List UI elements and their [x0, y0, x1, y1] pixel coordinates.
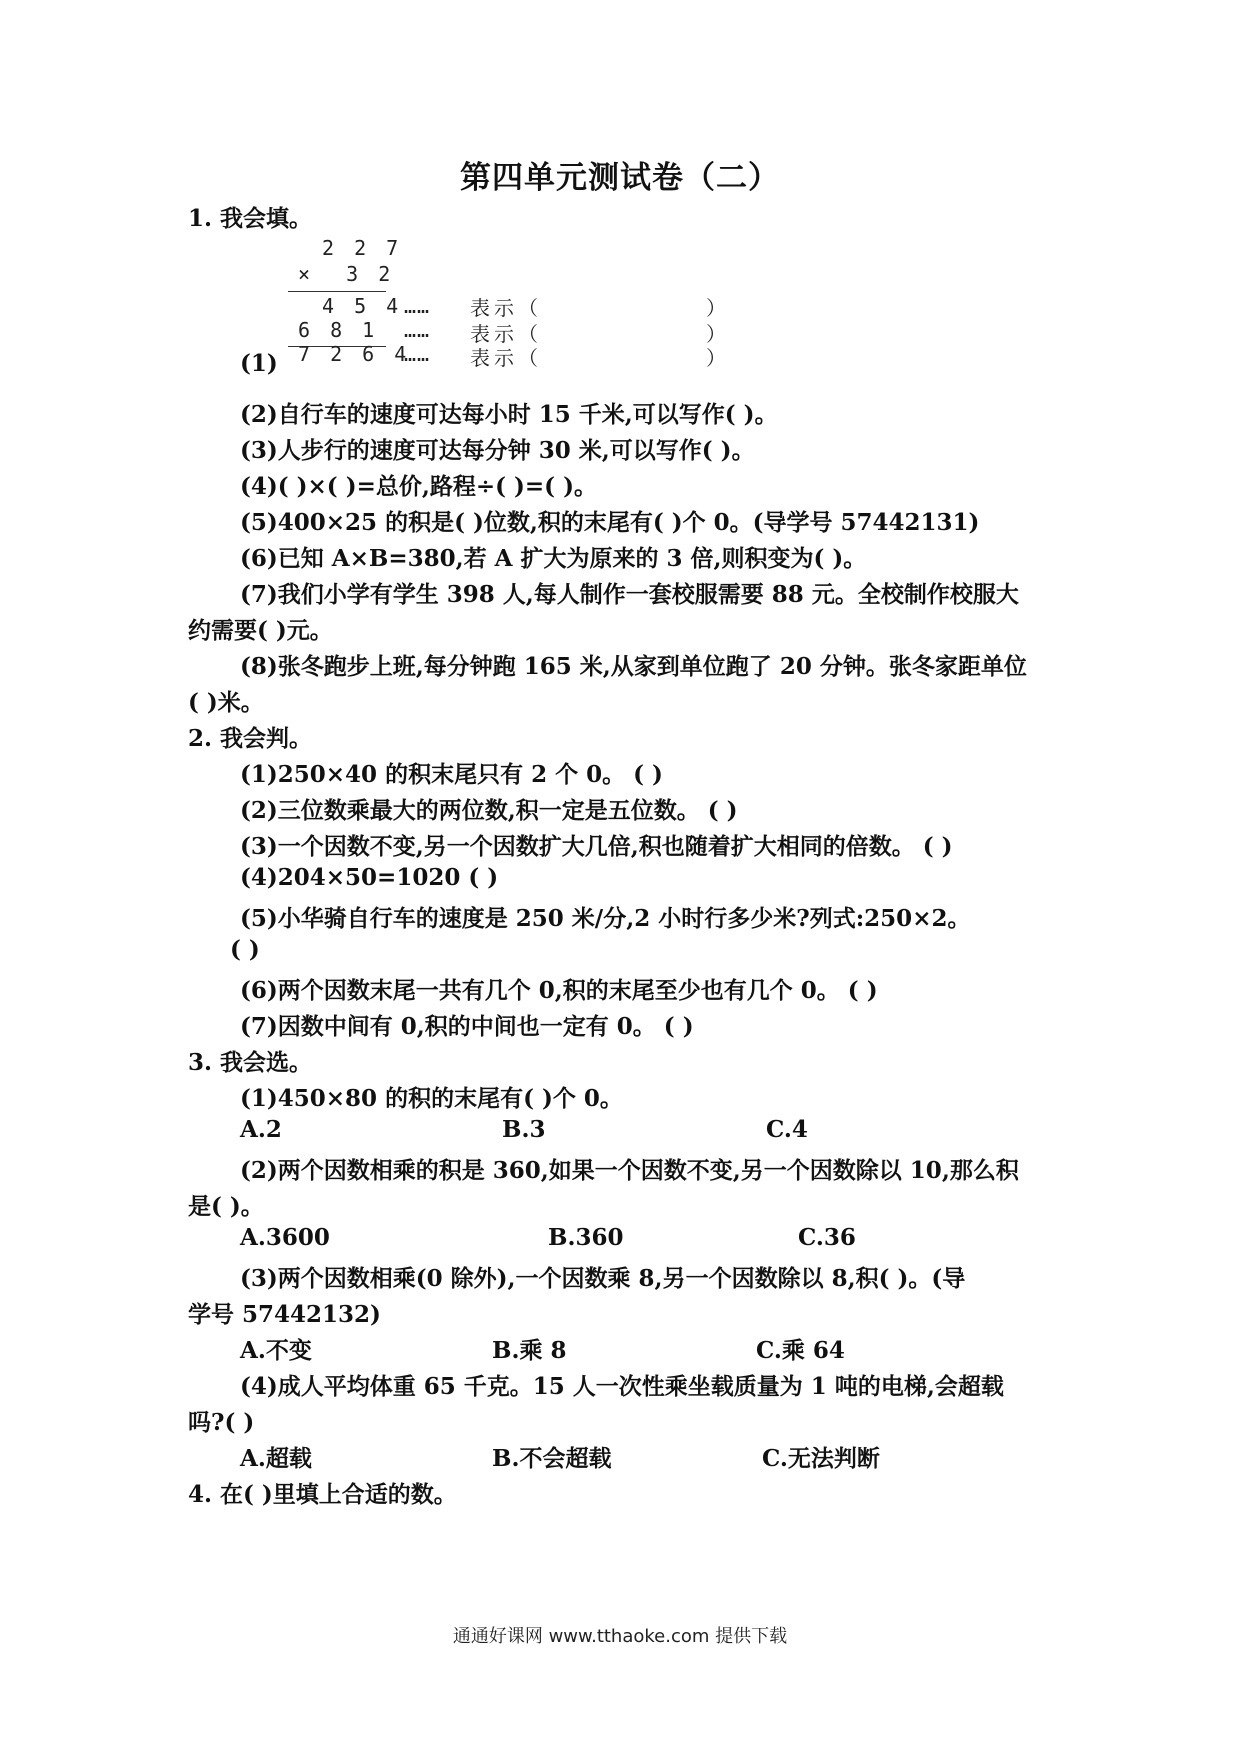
final-product: 7 2 6 4	[298, 342, 411, 366]
section-4-heading: 4. 在( )里填上合适的数。	[188, 1481, 457, 1508]
show-label-2: 表示（	[470, 322, 542, 346]
show-label-3: 表示（	[470, 346, 542, 370]
s2-q3: (3)一个因数不变,另一个因数扩大几倍,积也随着扩大相同的倍数。 ( )	[240, 833, 953, 860]
s1-q8-line1: (8)张冬跑步上班,每分钟跑 165 米,从家到单位跑了 20 分钟。张冬家距单位	[240, 653, 1027, 680]
s3-q1-option-a: A.2	[240, 1116, 282, 1143]
dots-1: ……	[404, 294, 431, 318]
section-2-heading: 2. 我会判。	[188, 725, 313, 752]
s1-q3: (3)人步行的速度可达每分钟 30 米,可以写作( )。	[240, 437, 755, 464]
multiplier: × 3 2	[298, 262, 395, 286]
s3-q4-option-b: B.不会超载	[492, 1445, 612, 1472]
s1-q2: (2)自行车的速度可达每小时 15 千米,可以写作( )。	[240, 401, 778, 428]
s3-q4-line2: 吗?( )	[188, 1409, 255, 1436]
s2-q4: (4)204×50=1020 ( )	[240, 864, 499, 891]
s2-q1: (1)250×40 的积末尾只有 2 个 0。 ( )	[240, 761, 663, 788]
s3-q3-option-b: B.乘 8	[492, 1337, 567, 1364]
s3-q3-line2: 学号 57442132)	[188, 1301, 381, 1328]
vertical-multiplication	[288, 236, 788, 376]
close-paren-2: ）	[706, 322, 726, 346]
multiplicand: 2 2 7	[322, 236, 403, 260]
s3-q4-option-c: C.无法判断	[762, 1445, 880, 1472]
section-3-heading: 3. 我会选。	[188, 1049, 313, 1076]
s3-q4-line1: (4)成人平均体重 65 千克。15 人一次性乘坐载质量为 1 吨的电梯,会超载	[240, 1373, 1004, 1400]
s3-q2-option-a: A.3600	[240, 1224, 330, 1251]
s3-q2-line1: (2)两个因数相乘的积是 360,如果一个因数不变,另一个因数除以 10,那么积	[240, 1157, 1019, 1184]
dots-2: ……	[404, 318, 431, 342]
s3-q1: (1)450×80 的积的末尾有( )个 0。	[240, 1085, 623, 1112]
s1-q4: (4)( )×( )=总价,路程÷( )=( )。	[240, 473, 597, 500]
s1-q5: (5)400×25 的积是( )位数,积的末尾有( )个 0。(导学号 57442131)	[240, 509, 980, 536]
s1-q7-line1: (7)我们小学有学生 398 人,每人制作一套校服需要 88 元。全校制作校服大	[240, 581, 1019, 608]
s3-q2-line2: 是( )。	[188, 1193, 264, 1220]
s2-q7: (7)因数中间有 0,积的中间也一定有 0。 ( )	[240, 1013, 694, 1040]
close-paren-3: ）	[706, 346, 726, 370]
s2-q2: (2)三位数乘最大的两位数,积一定是五位数。 ( )	[240, 797, 738, 824]
s3-q2-option-b: B.360	[548, 1224, 624, 1251]
s1-q1-label: (1)	[240, 350, 278, 377]
s2-q5-line1: (5)小华骑自行车的速度是 250 米/分,2 小时行多少米?列式:250×2。	[240, 905, 971, 932]
partial-product-1: 4 5 4	[322, 294, 403, 318]
s1-q6: (6)已知 A×B=380,若 A 扩大为原来的 3 倍,则积变为( )。	[240, 545, 867, 572]
footer-source: 通通好课网 www.tthaoke.com 提供下载	[452, 1626, 788, 1647]
s2-q5-line2: ( )	[230, 936, 260, 963]
s3-q3-option-c: C.乘 64	[756, 1337, 845, 1364]
s1-q7-line2: 约需要( )元。	[188, 617, 333, 644]
s3-q2-option-c: C.36	[798, 1224, 856, 1251]
s3-q4-option-a: A.超载	[240, 1445, 312, 1472]
s1-q8-line2: ( )米。	[188, 689, 264, 716]
partial-product-2: 6 8 1	[298, 318, 379, 342]
s2-q6: (6)两个因数末尾一共有几个 0,积的末尾至少也有几个 0。 ( )	[240, 977, 878, 1004]
s3-q3-option-a: A.不变	[240, 1337, 312, 1364]
section-1-heading: 1. 我会填。	[188, 205, 313, 232]
show-label-1: 表示（	[470, 296, 542, 320]
dots-3: ……	[404, 342, 431, 366]
rule-1	[288, 291, 386, 292]
page-title: 第四单元测试卷（二）	[460, 160, 780, 196]
s3-q1-option-c: C.4	[766, 1116, 808, 1143]
s3-q3-line1: (3)两个因数相乘(0 除外),一个因数乘 8,另一个因数除以 8,积( )。(导	[240, 1265, 966, 1292]
s3-q1-option-b: B.3	[502, 1116, 546, 1143]
close-paren-1: ）	[706, 296, 726, 320]
